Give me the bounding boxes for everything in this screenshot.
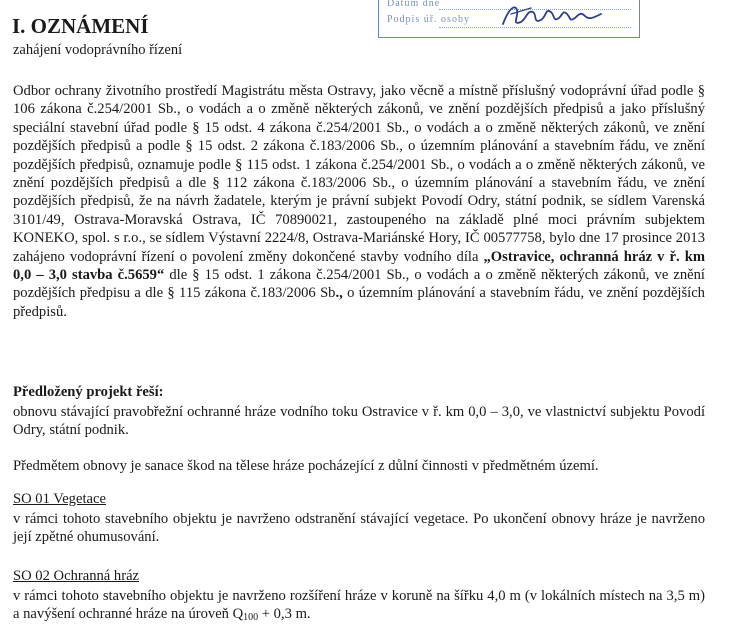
intro-text-c: o územním plánování a stavebním řádu, ve znění pozdějších předpisů. bbox=[13, 285, 705, 320]
project-name: „Ostravice, ochranná hráz v ř. km 0,0 – 3,0 stavba č.5659“ bbox=[13, 248, 705, 284]
so01-text: v rámci tohoto stavebního objektu je navrženo odstranění stávající vegetace. Po ukončení obnovy hráze je navrženo její zpětné ohumusování. bbox=[13, 511, 705, 546]
project-line-1: obnovu stávající pravobřežní ochranné hráze vodního toku Ostravice v ř. km 0,0 – 3,0, ve vlastnictví subjektu Povodí Odry, státní podnik. bbox=[13, 404, 705, 439]
stamp-date-label: Datum dne bbox=[387, 0, 441, 9]
handwritten-signature bbox=[497, 0, 609, 30]
project-heading: Předložený projekt řeší: bbox=[13, 384, 164, 400]
so02-text-b: + 0,3 m. bbox=[258, 606, 311, 623]
page-subtitle: zahájení vodoprávního řízení bbox=[13, 42, 183, 58]
intro-bold-comma: ., bbox=[335, 285, 343, 302]
page-title: I. OZNÁMENÍ bbox=[12, 14, 149, 38]
project-line-2: Předmětem obnovy je sanace škod na tělese hráze pocházející z důlní činnosti v předmětném území. bbox=[13, 458, 599, 474]
so02-subscript: 100 bbox=[243, 612, 259, 624]
registry-stamp bbox=[378, 0, 640, 38]
intro-text-b: dle § 15 odst. 1 zákona č.254/2001 Sb., o vodách a o změně některých zákonů, ve znění pozdějších předpisu a dle § 115 zákona č.183/2006 Sb bbox=[13, 267, 705, 302]
intro-text-a: Odbor ochrany životního prostředí Magistrátu města Ostravy, jako věcně a místně příslušný vodoprávní úřad podle § 106 zákona č.254/2001 Sb., o vodách a o změně některých zákonů, ve znění pozdějších předpisů a jako příslušný speciální stavební úřad podle § 15 odst. 4 zákona č.254/2001 Sb., o vodách a o změně některých zákonů, ve znění pozdějších předpisů a podle § 15 odst. 2 zákona č.183/2006 Sb., o územním plánování a stavebním řádu, ve znění pozdějších předpisů, oznamuje podle § 115 odst. 1 zákona č.254/2001 Sb., o vodách a o změně některých zákonů, ve znění pozdějších předpisů a dle § 112 zákona č.183/2006 Sb., o územním plánování a stavebním řádu, ve znění pozdějších předpisů, že na návrh žadatele, kterým je právní subjekt Povodí Odry, státní podnik, se sídlem Varenská 3101/49, Ostrava-Moravská Ostrava, IČ 70890021, zastoupeného na základě plné moci právním subjektem KONEKO, spol. s r.o., se sídlem Výstavní 2224/8, Ostrava-Mariánské Hory, IČ 00577758, bylo dne 17 prosince 2013 zahájeno vodoprávní řízení o povolení změny dokončené stavby vodního díla bbox=[13, 83, 705, 265]
intro-paragraph bbox=[13, 82, 705, 321]
so02-text bbox=[13, 587, 705, 628]
so02-text-a: v rámci tohoto stavebního objektu je navrženo rozšíření hráze v koruně na šířku 4,0 m (v lokálních místech na 3,5 m) a navýšení ochranné hráze na úroveň Q bbox=[13, 588, 705, 623]
so02-heading: SO 02 Ochranná hráz bbox=[13, 568, 140, 584]
so01-heading: SO 01 Vegetace bbox=[13, 491, 106, 507]
stamp-signature-label: Podpis úř. osoby bbox=[387, 14, 470, 25]
